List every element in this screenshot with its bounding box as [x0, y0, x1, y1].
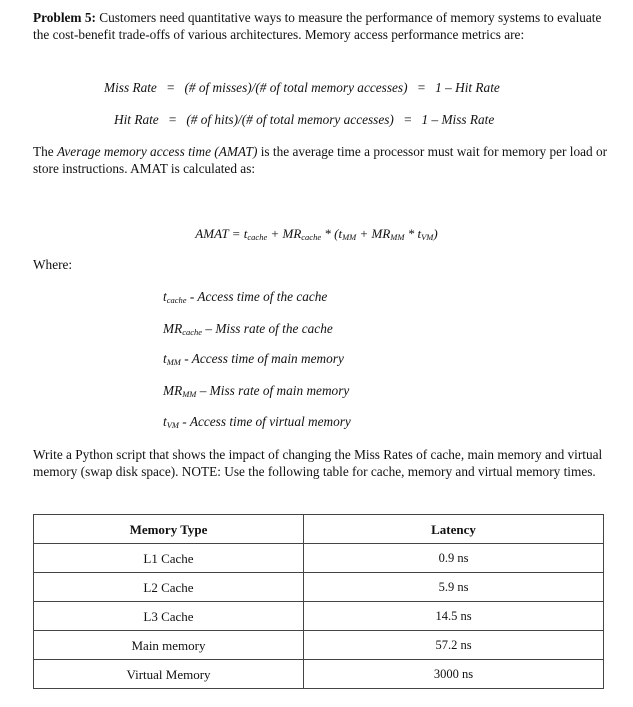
amat-term: Average memory access time (AMAT)	[57, 144, 258, 159]
definition-item: $MR_{MM}$ – Miss rate of main memory	[163, 383, 350, 399]
table-cell: Virtual Memory	[34, 660, 304, 689]
table-cell: 5.9 ns	[304, 573, 604, 602]
task-paragraph: Write a Python script that shows the impact of changing the Miss Rates of cache, main memory and virtual memory (swap disk space). NOTE: Use the following table for cache, memory and virtual memory times.	[33, 447, 603, 479]
metric-rhs: 1 – Miss Rate	[421, 112, 495, 127]
metric-label: Hit Rate	[114, 112, 159, 127]
table-header: Latency	[304, 515, 604, 544]
metric-expression: (# of misses)/(# of total memory accesses)	[184, 80, 408, 95]
amat-paragraph	[33, 143, 608, 177]
table-cell: 14.5 ns	[304, 602, 604, 631]
table-cell: 57.2 ns	[304, 631, 604, 660]
metric-label: Miss Rate	[104, 80, 157, 95]
table-cell: 3000 ns	[304, 660, 604, 689]
definition-item: $t_{cache}$ - Access time of the cache	[163, 289, 328, 305]
amat-post: is the average time a processor must wait for memory per load or store instructions. AMAT is calculated as:	[33, 144, 608, 176]
table-row	[34, 544, 604, 573]
hit-rate-metric	[114, 111, 494, 128]
table-cell: L1 Cache	[34, 544, 304, 573]
definition-item: $t_{VM}$ - Access time of virtual memory	[163, 414, 351, 430]
metric-equals: =	[416, 80, 426, 95]
intro-text: Customers need quantitative ways to measure the performance of memory systems to evaluate the cost-benefit trade-offs of various architectures. Memory access performance metrics are:	[33, 10, 602, 42]
table-row	[34, 602, 604, 631]
definition-item: $t_{MM}$ - Access time of main memory	[163, 351, 344, 367]
metric-rhs: 1 – Hit Rate	[435, 80, 500, 95]
table-cell: L3 Cache	[34, 602, 304, 631]
metric-equals: =	[166, 80, 176, 95]
latency-table	[33, 514, 604, 689]
metric-equals: =	[168, 112, 177, 127]
table-cell: Main memory	[34, 631, 304, 660]
amat-formula: AMAT = $t_{cache} + MR_{cache} * (t_{MM} + MR_{MM} * t_{VM})$	[195, 226, 438, 242]
problem-title: Problem 5:	[33, 10, 96, 25]
table-row	[34, 660, 604, 689]
table-row	[34, 573, 604, 602]
miss-rate-metric	[104, 79, 500, 96]
where-label: Where:	[33, 257, 73, 272]
table-row	[34, 631, 604, 660]
table-header: Memory Type	[34, 515, 304, 544]
metric-equals: =	[403, 112, 413, 127]
intro-paragraph	[33, 9, 608, 43]
table-cell: 0.9 ns	[304, 544, 604, 573]
metric-expression: (# of hits)/(# of total memory accesses)	[186, 112, 394, 127]
amat-pre: The	[33, 144, 54, 159]
definition-item: $MR_{cache}$ – Miss rate of the cache	[163, 321, 333, 337]
table-header-row	[34, 515, 604, 544]
table-cell: L2 Cache	[34, 573, 304, 602]
